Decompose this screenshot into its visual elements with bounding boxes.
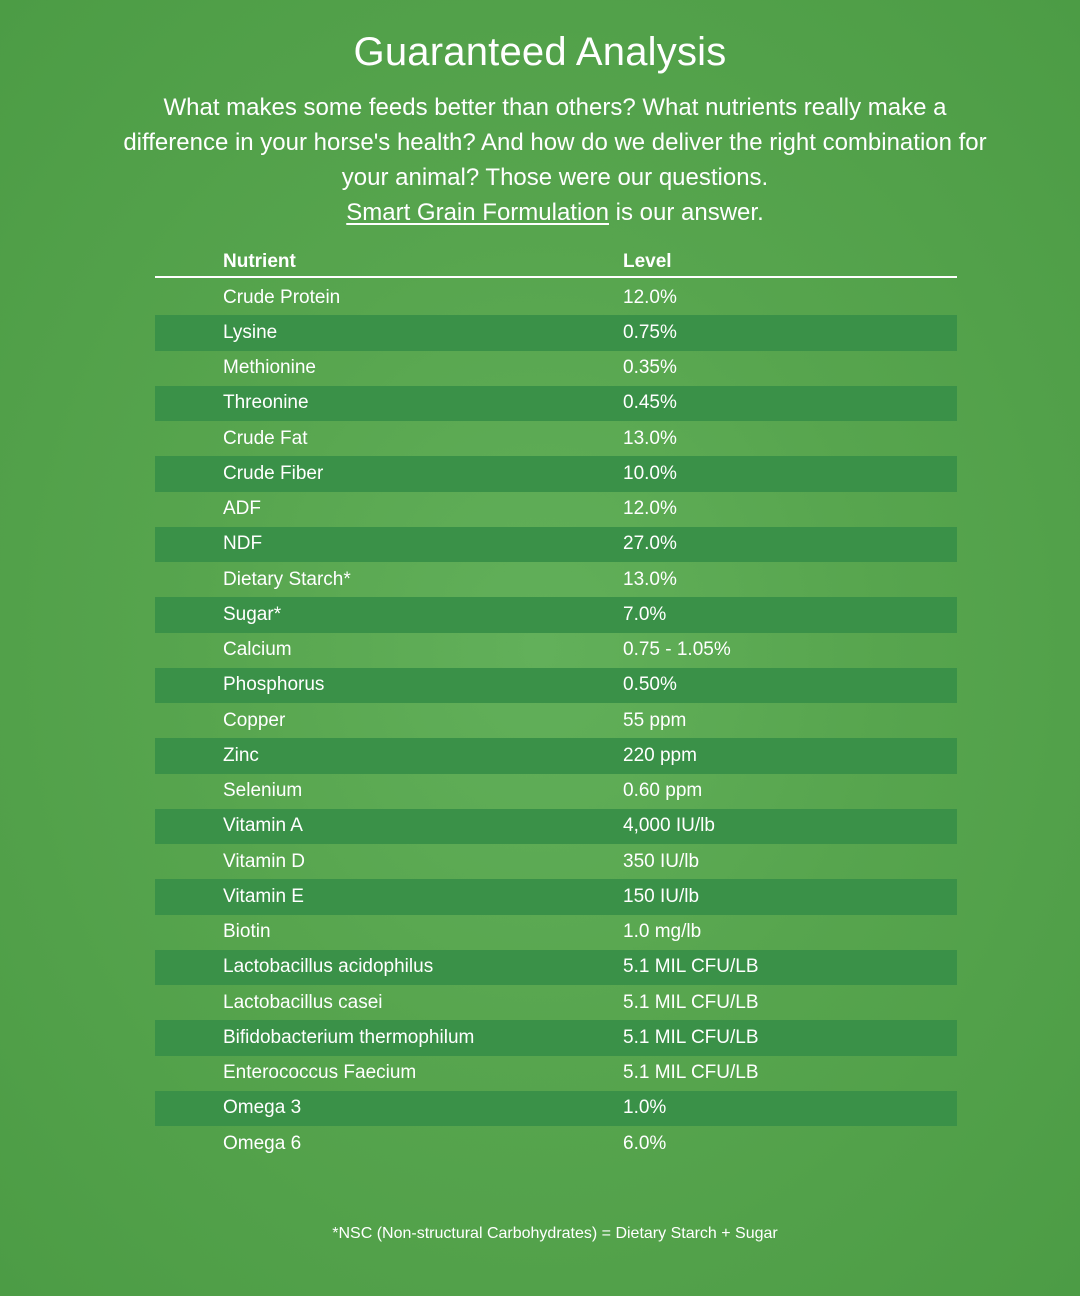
nutrient-level: 7.0% xyxy=(623,603,667,625)
nutrient-level: 13.0% xyxy=(623,427,677,449)
nutrient-level: 5.1 MIL CFU/LB xyxy=(623,1062,759,1084)
nutrient-name: Vitamin E xyxy=(223,885,304,907)
table-row xyxy=(155,668,957,703)
nutrient-name: Lysine xyxy=(223,321,278,343)
table-row xyxy=(155,562,957,597)
table-row xyxy=(155,386,957,421)
nutrient-level: 0.75% xyxy=(623,321,677,343)
nutrient-level: 6.0% xyxy=(623,1132,667,1154)
nutrient-name: Vitamin D xyxy=(223,850,306,872)
table-row xyxy=(155,844,957,879)
nutrient-name: Sugar* xyxy=(223,603,282,625)
intro-suffix: is our answer. xyxy=(615,199,764,226)
nutrient-level: 350 IU/lb xyxy=(623,850,700,872)
smart-grain-formulation-link[interactable]: Smart Grain Formulation xyxy=(346,199,609,226)
table-row xyxy=(155,351,957,386)
nutrient-name: Copper xyxy=(223,709,286,731)
nutrient-level: 12.0% xyxy=(623,498,677,520)
nutrient-level: 0.45% xyxy=(623,392,677,414)
table-row xyxy=(155,280,957,315)
column-header-level: Level xyxy=(623,251,672,272)
footnote: *NSC (Non-structural Carbohydrates) = Dietary Starch + Sugar xyxy=(332,1225,778,1242)
nutrient-level: 5.1 MIL CFU/LB xyxy=(623,991,759,1013)
nutrient-level: 55 ppm xyxy=(623,709,687,731)
nutrient-name: Omega 6 xyxy=(223,1132,302,1154)
nutrient-name: NDF xyxy=(223,533,263,555)
nutrient-name: Bifidobacterium thermophilum xyxy=(223,1026,475,1048)
nutrient-level: 5.1 MIL CFU/LB xyxy=(623,1026,759,1048)
nutrient-name: Enterococcus Faecium xyxy=(223,1062,417,1084)
nutrient-level: 0.75 - 1.05% xyxy=(623,639,731,661)
intro-text: What makes some feeds better than others? What nutrients really make a difference in your horse's health? And how do we deliver the right combination for your animal? Those were our questions. xyxy=(123,94,987,191)
nutrient-level: 27.0% xyxy=(623,533,677,555)
table-row xyxy=(155,809,957,844)
nutrient-name: Dietary Starch* xyxy=(223,568,351,590)
table-row xyxy=(155,915,957,950)
table-row xyxy=(155,421,957,456)
nutrient-name: Crude Protein xyxy=(223,286,341,308)
page-title: Guaranteed Analysis xyxy=(353,30,727,74)
nutrient-level: 0.35% xyxy=(623,357,677,379)
nutrient-name: Threonine xyxy=(223,392,309,414)
table-row xyxy=(155,738,957,773)
nutrient-table xyxy=(155,245,957,1161)
nutrient-name: Vitamin A xyxy=(223,815,303,837)
nutrient-level: 0.50% xyxy=(623,674,677,696)
nutrient-name: Zinc xyxy=(223,744,259,766)
table-row xyxy=(155,1020,957,1055)
table-row xyxy=(155,879,957,914)
nutrient-name: Calcium xyxy=(223,639,292,661)
nutrient-name: Methionine xyxy=(223,357,316,379)
table-row xyxy=(155,633,957,668)
nutrient-name: Phosphorus xyxy=(223,674,325,696)
nutrient-name: Crude Fat xyxy=(223,427,308,449)
nutrient-name: Omega 3 xyxy=(223,1097,302,1119)
nutrient-level: 0.60 ppm xyxy=(623,780,703,802)
table-row xyxy=(155,1091,957,1126)
nutrient-name: Selenium xyxy=(223,780,303,802)
table-row xyxy=(155,315,957,350)
table-row xyxy=(155,703,957,738)
nutrient-level: 220 ppm xyxy=(623,744,697,766)
nutrient-level: 4,000 IU/lb xyxy=(623,815,715,837)
table-row xyxy=(155,985,957,1020)
table-row xyxy=(155,1126,957,1161)
table-row xyxy=(155,527,957,562)
table-row xyxy=(155,492,957,527)
table-row xyxy=(155,456,957,491)
nutrient-level: 13.0% xyxy=(623,568,677,590)
nutrient-level: 1.0 mg/lb xyxy=(623,921,702,943)
nutrient-name: Biotin xyxy=(223,921,271,943)
nutrient-level: 150 IU/lb xyxy=(623,885,700,907)
column-header-nutrient: Nutrient xyxy=(223,251,296,272)
nutrient-level: 5.1 MIL CFU/LB xyxy=(623,956,759,978)
table-header xyxy=(155,245,957,278)
nutrient-level: 1.0% xyxy=(623,1097,667,1119)
nutrient-name: ADF xyxy=(223,498,261,520)
table-row xyxy=(155,950,957,985)
nutrient-level: 12.0% xyxy=(623,286,677,308)
nutrient-name: Lactobacillus acidophilus xyxy=(223,956,434,978)
table-body xyxy=(155,280,957,1161)
nutrient-name: Lactobacillus casei xyxy=(223,991,383,1013)
intro-paragraph xyxy=(120,90,990,230)
nutrient-level: 10.0% xyxy=(623,462,677,484)
table-row xyxy=(155,1056,957,1091)
nutrient-name: Crude Fiber xyxy=(223,462,324,484)
table-row xyxy=(155,597,957,632)
table-row xyxy=(155,774,957,809)
